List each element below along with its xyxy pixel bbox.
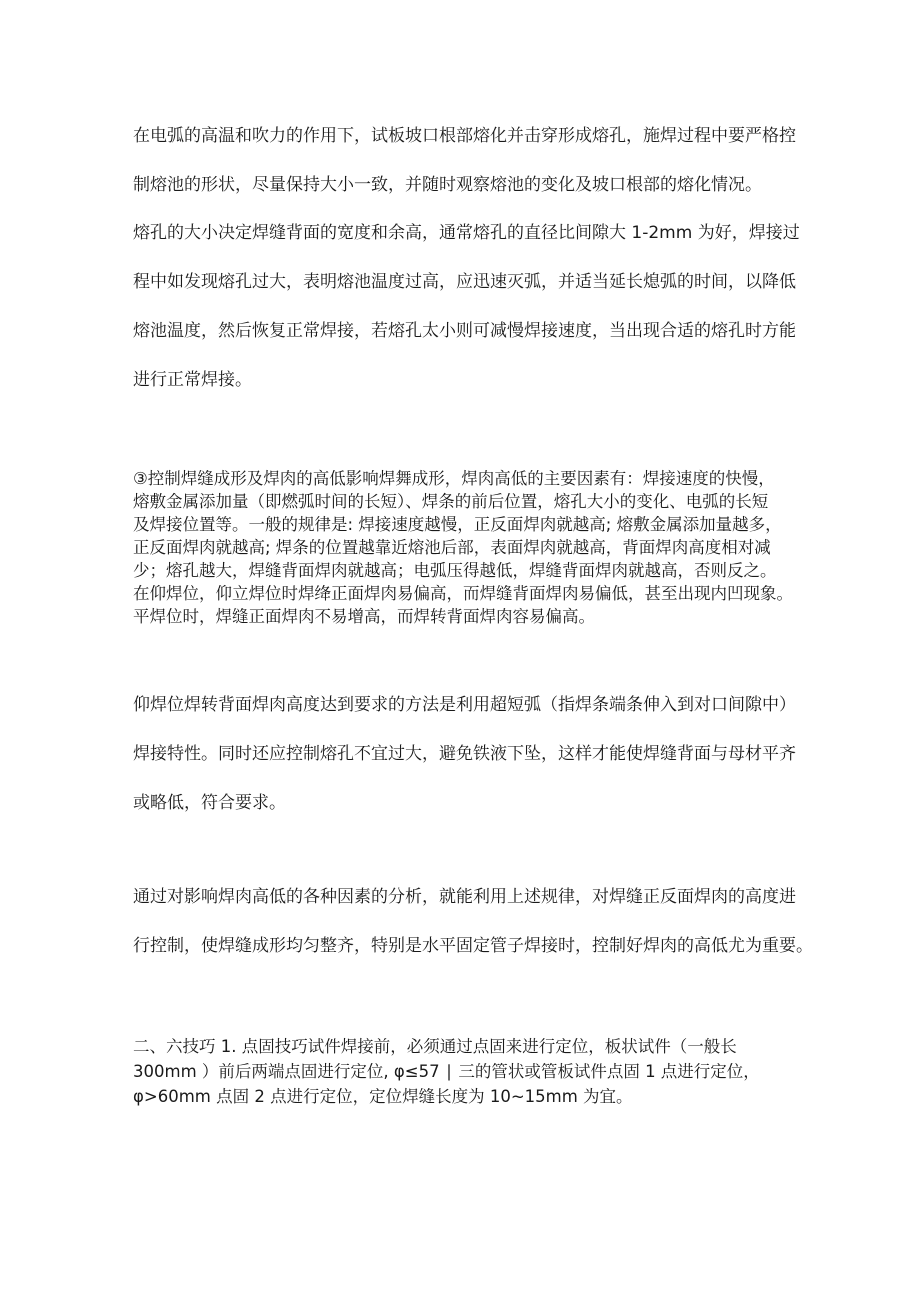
text-line: 进行正常焊接。 [133,370,252,390]
text-line: 通过对影响焊肉高低的各种因素的分析，就能利用上述规律，对焊缝正反面焊肉的高度进 [133,887,796,907]
text-line: 二、六技巧 1. 点固技巧试件焊接前，必须通过点固来进行定位，板状试件（一般长 [133,1037,737,1056]
text-line: 程中如发现熔孔过大，表明熔池温度过高，应迅速灭弧，并适当延长熄弧的时间，以降低 [133,272,796,292]
text-line: 熔池温度，然后恢复正常焊接，若熔孔太小则可减慢焊接速度，当出现合适的熔孔时方能 [133,321,796,341]
text-line: 300mm ）前后两端点固进行定位, φ≤57 ∣ 三的管状或管板试件点固 1 点进行定位， [133,1062,760,1081]
text-line: 焊接特性。同时还应控制熔孔不宜过大，避免铁液下坠，这样才能使焊缝背面与母材平齐 [133,744,796,764]
text-line: ③控制焊缝成形及焊肉的高低影响焊舞成形，焊肉高低的主要因素有：焊接速度的快慢， [133,469,775,488]
text-line: 熔敷金属添加量（即燃弧时间的长短）、焊条的前后位置，熔孔大小的变化、电弧的长短 [133,492,769,511]
text-line: 制熔池的形状，尽量保持大小一致，并随时观察熔池的变化及坡口根部的熔化情况。 [133,175,762,195]
text-line: 行控制，使焊缝成形均匀整齐，特别是水平固定管子焊接时，控制好焊肉的高低尤为重要。 [133,936,813,956]
text-line: 仰焊位焊转背面焊肉高度达到要求的方法是利用超短弧（指焊条端条伸入到对口间隙中） [133,695,796,715]
text-line: 在电弧的高温和吹力的作用下，试板坡口根部熔化并击穿形成熔孔，施焊过程中要严格控 [133,126,796,146]
text-line: 平焊位时，焊缝正面焊肉不易增高，而焊转背面焊肉容易偏高。 [133,607,595,626]
text-line: φ>60mm 点固 2 点进行定位，定位焊缝长度为 10~15mm 为宜。 [133,1087,633,1106]
text-line: 正反面焊肉就越高; 焊条的位置越靠近熔池后部，表面焊肉就越高，背面焊肉高度相对减 [133,538,771,557]
text-line: 在仰焊位，仰立焊位时焊绛正面焊肉易偏高，而焊缝背面焊肉易偏低，甚至出现内凹现象。 [133,584,793,603]
text-line: 或略低，符合要求。 [133,793,286,813]
text-line: 少；熔孔越大，焊缝背面焊肉就越高；电弧压得越低，焊缝背面焊肉就越高，否则反之。 [133,561,777,580]
text-line: 及焊接位置等。一般的规律是: 焊接速度越慢，正反面焊肉就越高; 熔敷金属添加量越多， [133,515,782,534]
text-line: 熔孔的大小决定焊缝背面的宽度和余高，通常熔孔的直径比间隙大 1-2mm 为好，焊接过 [133,223,800,243]
